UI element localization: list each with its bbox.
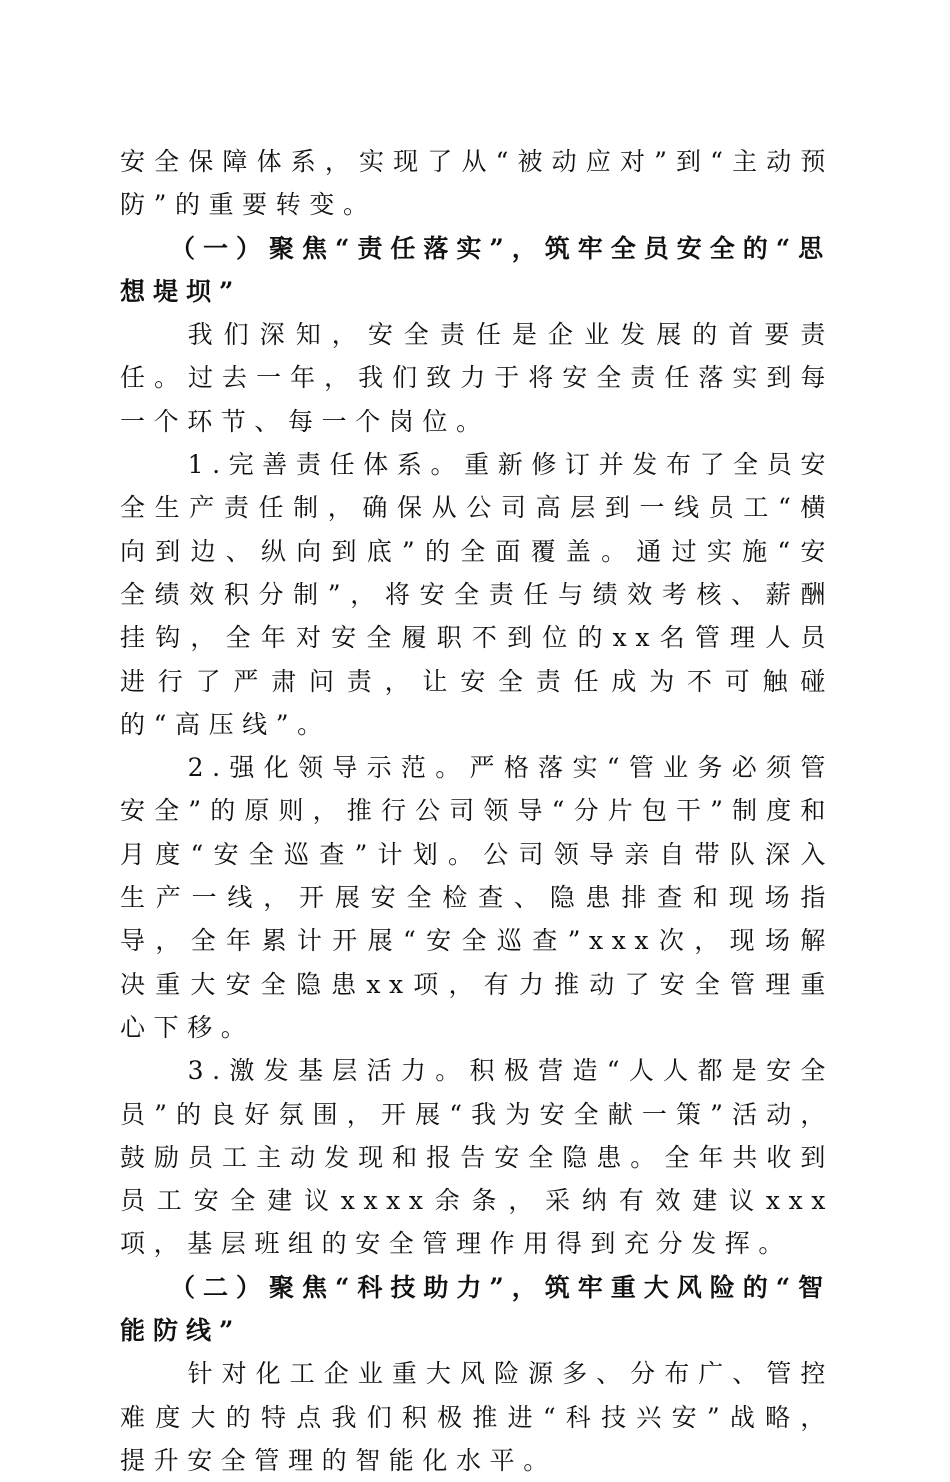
document-page [120,140,834,1482]
list-item-paragraph: 3.激发基层活力。积极营造“人人都是安全员”的良好氛围，开展“我为安全献一策”活动，鼓励员工主动发现和报告安全隐患。全年共收到员工安全建议xxxx余条，采纳有效建议xxx项，基层班组的安全管理作用得到充分发挥。 [120,1056,834,1259]
body-paragraph: 安全保障体系，实现了从“被动应对”到“主动预防”的重要转变。 [120,147,834,220]
body-paragraph: 我们深知，安全责任是企业发展的首要责任。过去一年，我们致力于将安全责任落实到每一个环节、每一个岗位。 [120,320,834,436]
list-item-paragraph: 1.完善责任体系。重新修订并发布了全员安全生产责任制，确保从公司高层到一线员工“横向到边、纵向到底”的全面覆盖。通过实施“安全绩效积分制”，将安全责任与绩效考核、薪酬挂钩，全年对安全履职不到位的xx名管理人员进行了严肃问责，让安全责任成为不可触碰的“高压线”。 [120,450,834,739]
section-heading: （二）聚焦“科技助力”，筑牢重大风险的“智能防线” [120,1272,832,1346]
section-heading: （一）聚焦“责任落实”，筑牢全员安全的“思想堤坝” [120,233,832,306]
list-item-paragraph: 2.强化领导示范。严格落实“管业务必须管安全”的原则，推行公司领导“分片包干”制度和月度“安全巡查”计划。公司领导亲自带队深入生产一线，开展安全检查、隐患排查和现场指导，全年累计开展“安全巡查”xxx次，现场解决重大安全隐患xx项，有力推动了安全管理重心下移。 [120,753,834,1042]
body-paragraph: 针对化工企业重大风险源多、分布广、管控难度大的特点我们积极推进“科技兴安”战略，提升安全管理的智能化水平。 [120,1359,834,1475]
